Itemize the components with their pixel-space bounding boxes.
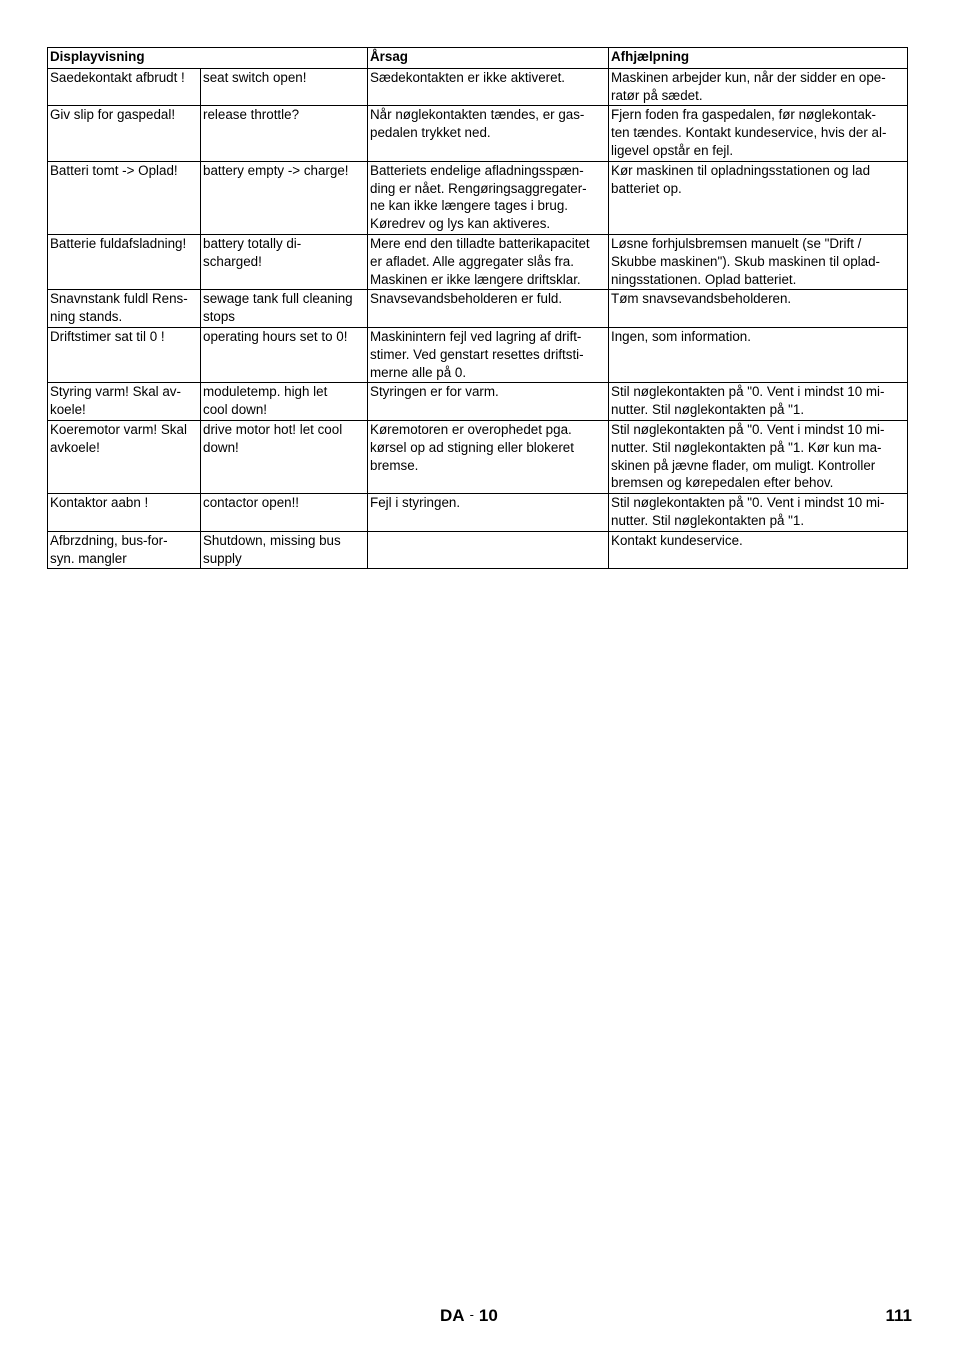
table-row <box>48 531 908 569</box>
display-da-cell: Batteri tomt -> Oplad! <box>48 161 201 234</box>
remedy-cell: Løsne forhjulsbremsen manuelt (se "Drift / Skubbe maskinen"). Skub maskinen til oplad- ningsstationen. Oplad batteriet. <box>609 234 908 289</box>
cause-cell: Sædekontakten er ikke aktiveret. <box>368 68 609 106</box>
table-row <box>48 106 908 161</box>
display-en-cell: contactor open!! <box>201 494 368 532</box>
table-row <box>48 234 908 289</box>
remedy-cell: Maskinen arbejder kun, når der sidder en ope- ratør på sædet. <box>609 68 908 106</box>
footer-section-number: 10 <box>478 1306 498 1325</box>
remedy-cell: Fjern foden fra gaspedalen, før nøglekontak- ten tændes. Kontakt kundeservice, hvis der al- ligevel opstår en fejl. <box>609 106 908 161</box>
cause-cell: Batteriets endelige afladningsspæn- ding er nået. Rengøringsaggregater- ne kan ikke længere tages i brug. Køredrev og lys kan aktiveres. <box>368 161 609 234</box>
display-en-cell: operating hours set to 0! <box>201 327 368 382</box>
table-row <box>48 68 908 106</box>
display-en-cell: battery empty -> charge! <box>201 161 368 234</box>
footer-language: DA <box>440 1306 465 1325</box>
display-da-cell: Koeremotor varm! Skal avkoele! <box>48 420 201 493</box>
page-number: 111 <box>885 1306 912 1325</box>
display-da-cell: Snavnstank fuldl Rens- ning stands. <box>48 290 201 328</box>
table-row <box>48 327 908 382</box>
header-cause: Årsag <box>368 48 609 69</box>
display-da-cell: Batterie fuldafsladning! <box>48 234 201 289</box>
display-en-cell: seat switch open! <box>201 68 368 106</box>
table-row <box>48 383 908 421</box>
header-remedy: Afhjælpning <box>609 48 908 69</box>
display-da-cell: Kontaktor aabn ! <box>48 494 201 532</box>
cause-cell: Styringen er for varm. <box>368 383 609 421</box>
display-en-cell: battery totally di- scharged! <box>201 234 368 289</box>
cause-cell: Maskinintern fejl ved lagring af drift- stimer. Ved genstart resettes driftsti- merne alle på 0. <box>368 327 609 382</box>
cause-cell: Køremotoren er overophedet pga. kørsel op ad stigning eller blokeret bremse. <box>368 420 609 493</box>
remedy-cell: Stil nøglekontakten på "0. Vent i mindst 10 mi- nutter. Stil nøglekontakten på "1. Kør kun ma- skinen på jævne flader, om muligt. Kontroller bremsen og kørepedalen efter behov. <box>609 420 908 493</box>
display-da-cell: Giv slip for gaspedal! <box>48 106 201 161</box>
remedy-cell: Tøm snavsevandsbeholderen. <box>609 290 908 328</box>
table-row <box>48 420 908 493</box>
remedy-cell: Kør maskinen til opladningsstationen og lad batteriet op. <box>609 161 908 234</box>
display-da-cell: Saedekontakt afbrudt ! <box>48 68 201 106</box>
display-da-cell: Afbrzdning, bus-for- syn. mangler <box>48 531 201 569</box>
display-en-cell: drive motor hot! let cool down! <box>201 420 368 493</box>
display-en-cell: Shutdown, missing bus supply <box>201 531 368 569</box>
display-en-cell: sewage tank full cleaning stops <box>201 290 368 328</box>
remedy-cell: Ingen, som information. <box>609 327 908 382</box>
footer-section-label <box>440 1306 498 1326</box>
remedy-cell: Stil nøglekontakten på "0. Vent i mindst 10 mi- nutter. Stil nøglekontakten på "1. <box>609 494 908 532</box>
table-row <box>48 161 908 234</box>
table-header-row <box>48 48 908 69</box>
display-en-cell: release throttle? <box>201 106 368 161</box>
table-row <box>48 290 908 328</box>
cause-cell: Snavsevandsbeholderen er fuld. <box>368 290 609 328</box>
remedy-cell: Kontakt kundeservice. <box>609 531 908 569</box>
display-en-cell: moduletemp. high let cool down! <box>201 383 368 421</box>
header-display: Displayvisning <box>48 48 368 69</box>
cause-cell <box>368 531 609 569</box>
cause-cell: Fejl i styringen. <box>368 494 609 532</box>
cause-cell: Mere end den tilladte batterikapacitet er afladet. Alle aggregater slås fra. Maskinen er ikke længere driftsklar. <box>368 234 609 289</box>
remedy-cell: Stil nøglekontakten på "0. Vent i mindst 10 mi- nutter. Stil nøglekontakten på "1. <box>609 383 908 421</box>
cause-cell: Når nøglekontakten tændes, er gas- pedalen trykket ned. <box>368 106 609 161</box>
display-da-cell: Driftstimer sat til 0 ! <box>48 327 201 382</box>
troubleshooting-table <box>47 47 908 569</box>
footer-dash: - <box>469 1307 474 1322</box>
display-da-cell: Styring varm! Skal av- koele! <box>48 383 201 421</box>
table-row <box>48 494 908 532</box>
